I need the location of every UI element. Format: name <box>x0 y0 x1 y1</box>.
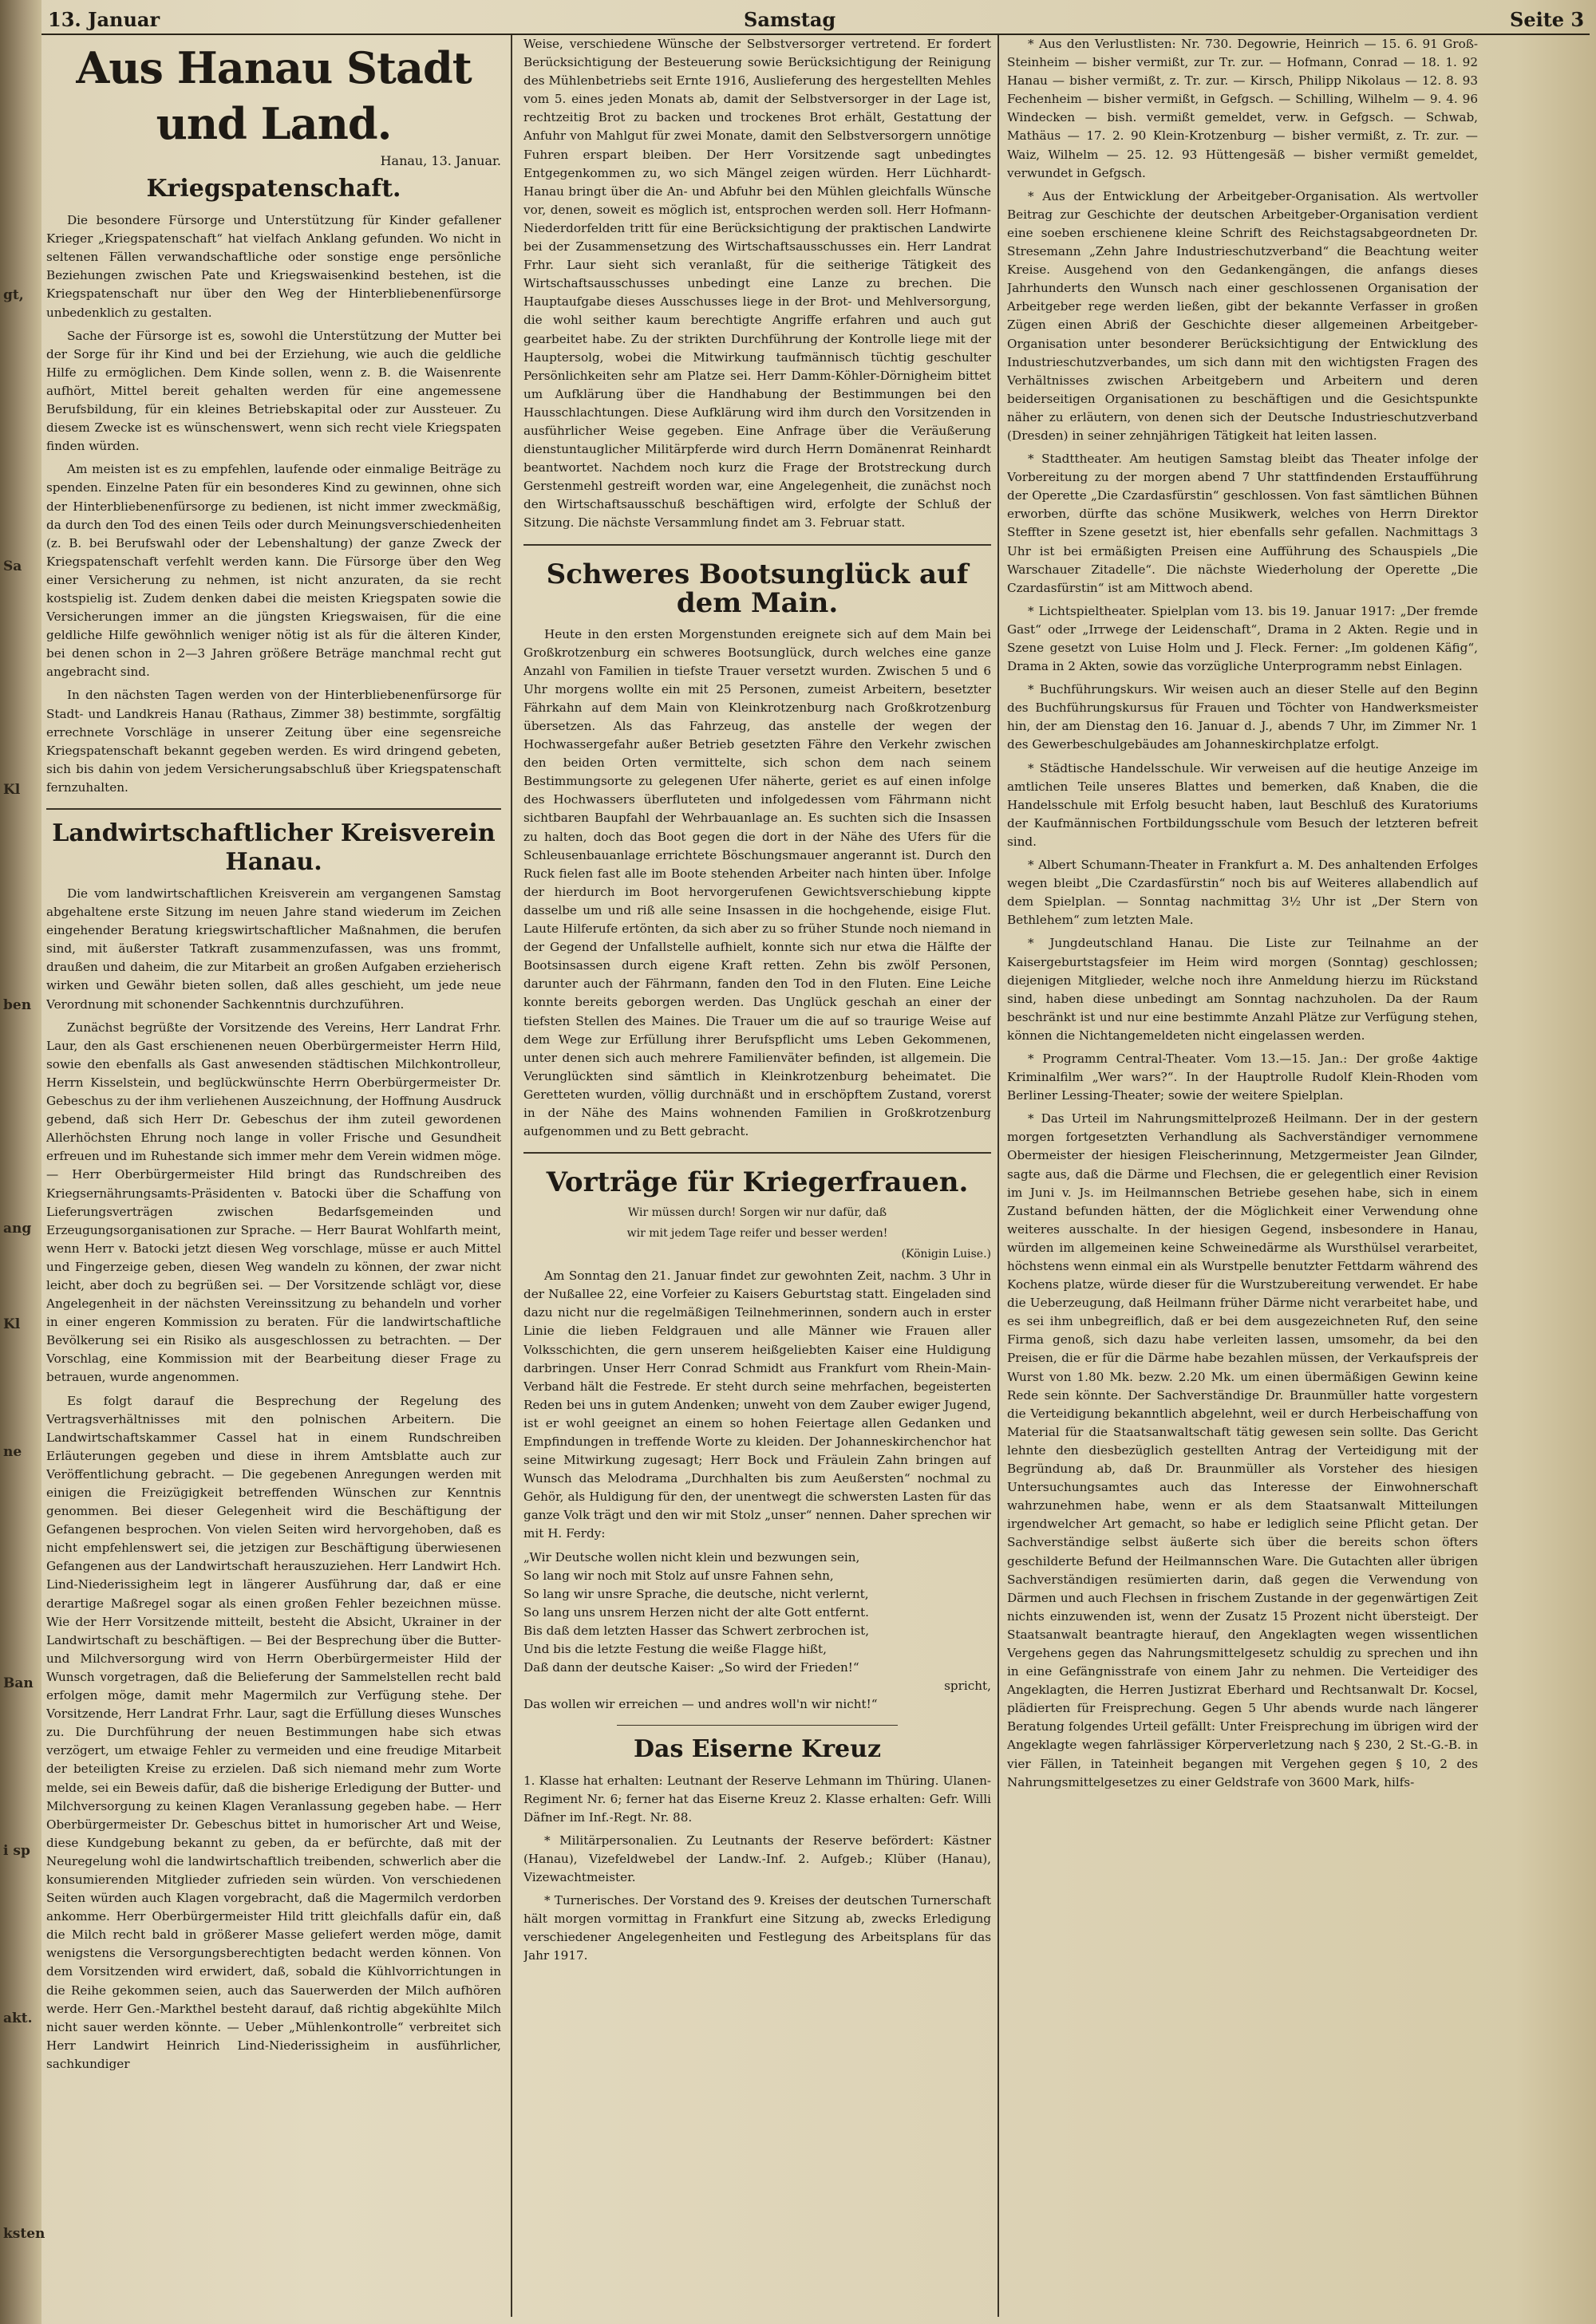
section-separator <box>523 544 991 546</box>
article-paragraph: Weise, verschiedene Wünsche der Selbstversorger vertretend. Er fordert Berücksichtigung der Besteuerung sowie Berücksichtigung der Reinigung des Mühlenbetriebs seit Ernte 1916, Auslieferung des hergestellten Mehles vom 5. eines jeden Monats ab, damit der Selbstversorger in der Lage ist, rechtzeitig Brot zu backen und trockenes Brot erhält, Gestattung der Anfuhr von Mahlgut für zwei Monate, damit den Selbstversorgern unnötige Fuhren erspart bleiben. Der Herr Vorsitzende sagt unbedingtes Entgegenkommen zu, wo sich Mängel zeigen würden. Herr Lüchhardt-Hanau bringt über die An- und Abfuhr bei den Mühlen gleichfalls Wünsche vor, denen, soweit es möglich ist, entsprochen werden soll. Herr Hofmann-Niederdorfelden tritt für eine Berücksichtigung der praktischen Landwirte bei der Zusammensetzung des Wirtschaftsausschusses ein. Herr Landrat Frhr. Laur sieht sich veranlaßt, für die seitherige Tätigkeit des Wirtschaftsausschusses unbedingt eine Lanze zu brechen. Die Hauptaufgabe dieses Ausschusses liege in der Brot- und Mehlversorgung, die wohl seither kaum berechtigte Angriffe erfahren und auch gut gearbeitet habe. Zu der strikten Durchführung der Kontrolle liege mit der Hauptersolg, wobei die Mitwirkung taufmännisch tüchtig geschulter Persönlichkeiten sehr am Platze sei. Herr Damm-Köhler-Dörnigheim bittet um Aufklärung über die Handhabung der Bestimmungen bei den Hausschlachtungen. Diese Aufklärung wird ihm durch den Vorsitzenden in ausführlicher Weise gegeben. Eine Anfrage über die Veräußerung dienstuntauglicher Militärpferde wird durch Herrn Domänenrat Reinhardt beantwortet. Nachdem noch kurz die Frage der Brotstreckung durch Gerstenmehl gestreift worden war, eine Angelegenheit, die zunächst noch den Wirtschaftsausschuß beschäftigen wird, erfolgte der Schluß der Sitzung. Die nächste Versammlung findet am 3. Februar statt. <box>523 37 991 531</box>
column-divider <box>511 35 512 2317</box>
binding-fragment: ben <box>3 997 32 1013</box>
page-header <box>41 5 1590 35</box>
motto-author: (Königin Luise.) <box>901 1248 991 1261</box>
poem-line: Bis daß dem letzten Hasser das Schwert zerbrochen ist, <box>523 1623 870 1638</box>
poem <box>523 1549 991 1714</box>
binding-fragment: Kl <box>3 782 21 798</box>
binding-fragment: Kl <box>3 1316 21 1332</box>
news-item-schumann-theater: * Albert Schumann-Theater in Frankfurt a. M. Des anhaltenden Erfolges wegen bleibt „Die Czardasfürstin“ noch bis auf Weiteres allabendlich auf dem Spielplan. — Sonntag nachmittag 3½ Uhr ist „Der Stern von Bethlehem“ zum letzten Male. <box>1007 858 1478 928</box>
poem-line: Daß dann der deutsche Kaiser: „So wird der Frieden!“ <box>523 1659 859 1675</box>
article-paragraph: Zunächst begrüßte der Vorsitzende des Vereins, Herr Landrat Frhr. Laur, den als Gast erschienenen neuen Oberbürgermeister Herrn Hild, sowie den ebenfalls als Gast anwesenden städtischen Milchkontrolleur, Herrn Kisselstein, und beglückwünschte Herrn Oberbürgermeister Dr. Gebeschus zu der ihm verliehenen Auszeichnung, der Hoffnung Ausdruck gebend, daß sich Herr Dr. Gebeschus der ihm zuteil gewordenen Allerhöchsten Ehrung noch lange in voller Frische und Gesundheit erfreuen und im Ruhestande sich immer mehr dem Verein widmen möge. — Herr Oberbürgermeister Hild bringt das Rundschreiben des Kriegsernährungsamts-Präsidenten v. Batocki über die Schaffung von Lieferungsverträgen zwischen Bedarfsgemeinden und Erzeugungsorganisationen zur Sprache. — Herr Baurat Wohlfarth meint, wenn Herr v. Batocki jetzt diesen Weg vorschlage, müsse er auch Mittel und Fingerzeige geben, diesen Weg wandeln zu können, der zwar nicht leicht, aber doch zu begrüßen sei. — Der Vorsitzende schlägt vor, diese Angelegenheit in der nächsten Vereinssitzung zu behandeln und vorher in einer engeren Kommission zu beraten. Für die landwirtschaftliche Bevölkerung sei ein Risiko als ausgeschlossen zu betrachten. — Der Vorschlag, eine Kommission mit der Bearbeitung dieser Frage zu betrauen, wurde angenommen. <box>46 1020 501 1385</box>
masthead-title: Aus Hanau Stadt und Land. <box>76 42 472 149</box>
binding-fragment: ksten <box>3 2226 45 2242</box>
article-title-kriegspatenschaft: Kriegspatenschaft. <box>146 175 401 203</box>
poem-line: Und bis die letzte Festung die weiße Flagge hißt, <box>523 1641 827 1656</box>
article-paragraph: 1. Klasse hat erhalten: Leutnant der Reserve Lehmann im Thüring. Ulanen-Regiment Nr. 6; ferner hat das Eiserne Kreuz 2. Klasse erhalten: Gefr. Willi Däfner im Inf.-Regt. Nr. 88. <box>523 1773 991 1825</box>
binding-edge <box>0 0 45 2324</box>
news-item-lichtspieltheater: * Lichtspieltheater. Spielplan vom 13. bis 19. Januar 1917: „Der fremde Gast“ oder „Irrwege der Leidenschaft“, Drama in 2 Akten. Regie und in Szene gesetzt von Luise Holm und J. Fleck. Ferner: „Im goldenen Käfig“, Drama in 2 Akten, sowie das vorzügliche Unterprogramm nebst Einlagen. <box>1007 603 1478 674</box>
article-title-bootsunglueck: Schweres Bootsunglück auf dem Main. <box>546 558 969 619</box>
binding-fragment: akt. <box>3 2010 33 2026</box>
news-item-urteil-heilmann: * Das Urteil im Nahrungsmittelprozeß Heilmann. Der in der gestern morgen fortgesetzten Verhandlung als Sachverständiger vernommene Obermeister der hiesigen Fleischerinnung, Metzgermeister Jean Gilnder, sagte aus, daß die Därme und Flechsen, die er gelegentlich einer Revision im Juni v. Js. im Heilmannschen Betriebe gesehen habe, sich in einem Zustand befunden hätten, der die Möglichkeit einer Verwendung ohne weiteres ausschalte. In der hiesigen Gegend, insbesondere in Hanau, würden im allgemeinen keine Schweinedärme als Wursthülsel verarbeitet, höchstens wenn einmal ein als Wurstpelle benutzter Fettdarm während des Kochens platze, würde dieser für die Wurstzubereitung verwendet. Er habe die Ueberzeugung, daß Heilmann früher Därme nicht verarbeitet habe, und es sei ihm unbegreiflich, daß er bei dem ausgezeichneten Ruf, den seine Firma genoß, sich dazu habe verleiten lassen, umsomehr, da bei den Preisen, die er für die Därme habe bezahlen müssen, der Verkaufspreis der Wurst von 1.80 Mk. bezw. 2.20 Mk. um einen übermäßigen Gewinn keine Rede sein könnte. Der Sachverständige Dr. Braunmüller hatte vorgestern die Verteidigung bekanntlich abgelehnt, weil er durch Herbeischaffung von Material für die Staatsanwaltschaft tätig gewesen sein sollte. Das Gericht lehnte den diesbezüglich gestellten Antrag der Verteidigung mit der Begründung ab, daß Dr. Braunmüller als Vorsteher des hiesigen Untersuchungsamtes auch das Interesse der Einwohnerschaft wahrzunehmen habe, wenn er als dem Staatsanwalt Mitteilungen irgendwelcher Art gemacht, so habe er lediglich seine Pflicht getan. Der Sachverständige selbst äußerte sich über die bereits schon öfters geschilderte Befund der Heilmannschen Ware. Die Gutachten aller übrigen Sachverständigen resümierten darin, daß gegen die Verwendung von Därmen und auch Flechsen in frischem Zustande in der gegenwärtigen Zeit nichts einzuwenden ist, wenn der Zusatz 15 Prozent nicht übersteigt. Der Staatsanwalt beantragte hierauf, den Angeklagten wegen wissentlichen Vergehens gegen das Nahrungsmittelgesetz schuldig zu sprechen und ihn in eine Gefängnisstrafe von einem Jahr zu nehmen. Die Verteidiger des Angeklagten, die Herren Justizrat Eberhard und Rechtsanwalt Dr. Kocsel, plädierten für Freisprechung. Gegen 5 Uhr abends wurde nach längerer Beratung folgendes Urteil gefällt: Unter Freisprechung im übrigen wird der Angeklagte wegen fahrlässiger Körperverletzung nach § 230, 2 St.-G.-B. in vier Fällen, in Tateinheit begangen mit Vergehen gegen § 10, 2 des Nahrungsmittelgesetzes zu einer Geldstrafe von 3600 Mark, hilfs- <box>1007 1111 1478 1789</box>
news-item-central-theater: * Programm Central-Theater. Vom 13.—15. Jan.: Der große 4aktige Kriminalfilm „Wer wars?“. In der Hauptrolle Rudolf Klein-Rhoden vom Berliner Lessing-Theater; sowie der weitere Spielplan. <box>1007 1051 1478 1103</box>
news-item-jungdeutschland: * Jungdeutschland Hanau. Die Liste zur Teilnahme an der Kaisergeburtstagsfeier im Heim wird morgen (Sonntag) geschlossen; diejenigen Mitglieder, welche noch ihre Anmeldung hierzu im Rückstand sind, haben diese unbedingt am Sonntag nachzuholen. Da der Raum beschränkt ist und nur eine bestimmte Anzahl Plätze zur Verfügung stehen, können die Nichtangemeldeten nicht eingelassen werden. <box>1007 936 1478 1043</box>
poem-line: So lang wir unsre Sprache, die deutsche, nicht verlernt, <box>523 1586 869 1601</box>
motto-line: wir mit jedem Tage reifer und besser werden! <box>626 1227 888 1241</box>
column-middle <box>523 35 991 2317</box>
motto-line: Wir müssen durch! Sorgen wir nur dafür, daß <box>627 1206 887 1220</box>
article-title-vortraege: Vorträge für Kriegerfrauen. <box>546 1166 969 1199</box>
binding-fragment: i sp <box>3 1843 30 1859</box>
binding-fragment: Sa <box>3 558 22 574</box>
article-paragraph: Heute in den ersten Morgenstunden ereignete sich auf dem Main bei Großkrotzenburg ein schweres Bootsunglück, durch welches eine ganze Anzahl von Familien in tiefste Trauer versetzt wurden. Zwischen 5 und 6 Uhr morgens wollte ein mit 25 Personen, zumeist Arbeitern, besetzter Fährkahn auf dem Main von Kleinkrotzenburg nach Großkrotzenburg übersetzen. Als das Fahrzeug, das anstelle der wegen der Hochwassergefahr außer Betrieb gesetzten Fähre den Verkehr zwischen den beiden Orten vermittelte, sich schon dem nach seinem Bestimmungsorte zu gelegenen Ufer näherte, geriet es auf einen infolge des Hochwassers überfluteten und infolgedessen vom Fährmann nicht sichtbaren Baupfahl der Wehrbauanlage an. Es suchten sich die Insassen zu halten, doch das Boot gegen die dort in der Nähe des Ufers für die Schleusenbauanlage errichtete Böschungsmauer angerannt ist. Durch den Ruck fielen fast alle im Boote stehenden Arbeiter nach hinten über. Infolge der hierdurch im Boot hervorgerufenen Gewichtsverschiebung kippte dasselbe um und riß alle seine Insassen in die hochgehende, eisige Flut. Laute Hilferufe ertönten, da sich aber zu so früher Stunde noch niemand in der Gegend der Unfallstelle aufhielt, konnte sich nur etwa die Hälfte der Bootsinsassen durch eigene Kraft retten. Zehn bis zwölf Personen, darunter auch der Fährmann, fanden den Tod in den Fluten. Eine Leiche konnte bereits geborgen werden. Das Unglück geschah an einer der tiefsten Stellen des Maines. Die Trauer um die auf so traurige Weise auf dem Wege zur Erfüllung ihrer Berufspflicht ums Leben Gekommenen, unter denen sich auch mehrere Familienväter befinden, ist allgemein. Die Verunglückten sind sämtlich in Kleinkrotzenburg beheimatet. Die Geretteten wurden, völlig durchnäßt und in erschöpftem Zustand, vorerst in der Nähe des Mains wohnenden Familien in Großkrotzenburg aufgenommen und zu Bett gebracht. <box>523 626 991 1139</box>
article-paragraph: Es folgt darauf die Besprechung der Regelung des Vertragsverhältnisses mit den polnischen Arbeitern. Die Landwirtschaftskammer Cassel hat in einem Rundschreiben Erläuterungen gegeben und diese in ihrem Amtsblatte auch zur Veröffentlichung gebracht. — Die gegebenen Anregungen werden mit einigen die Freizügigkeit betreffenden Wünschen zur Kenntnis genommen. Bei dieser Gelegenheit wird die Beschäftigung der Gefangenen besprochen. Von vielen Seiten wird hervorgehoben, daß es nicht empfehlenswert sei, die jetzigen zur Beschäftigung überwiesenen Gefangenen aus der Landwirtschaft herauszuziehen. Herr Landwirt Hch. Lind-Niederissigheim legt in längerer Ausführung dar, daß er eine derartige Maßregel sogar als einen großen Fehler bezeichnen müsse. Wie der Herr Vorsitzende mitteilt, besteht die Absicht, Ukrainer in der Landwirtschaft zu beschäftigen. — Bei der Besprechung über die Butter- und Milchversorgung wird von Herrn Oberbürgermeister Hild der Wunsch vorgetragen, daß die Belieferung der Sammelstellen recht bald erfolgen möge, damit mehr Magermilch zur Verfügung stehe. Der Vorsitzende, Herr Landrat Frhr. Laur, sagt die Erfüllung dieses Wunsches zu. Die Durchführung der neuen Bestimmungen habe sich etwas verzögert, um etwaige Fehler zu vermeiden und eine freudige Mitarbeit der beteiligten Kreise zu erzielen. Daß sich niemand mehr zum Worte melde, sei ein Beweis dafür, daß die bisherige Erledigung der Butter- und Milchversorgung zu keinen Klagen Veranlassung gegeben habe. — Herr Oberbürgermeister Dr. Gebeschus bittet in humorischer Art und Weise, diese Kundgebung bekannt zu geben, da er befürchte, daß mit der Neuregelung wohl die landwirtschaftlich treibenden, schwerlich aber die konsumierenden Mitglieder zufrieden sein würden. Von verschiedenen Seiten würden auch Klagen vorgebracht, daß die Magermilch verdorben ankomme. Herr Oberbürgermeister Hild tritt gleichfalls dafür ein, daß die Milch recht bald in größerer Masse geliefert werden möge, damit wenigstens die Versorgungsberechtigten bedacht werden können. Von dem Vorsitzenden wird erwidert, daß, sobald die Kühlvorrichtungen in die Reihe gekommen seien, auch das Sauerwerden der Milch aufhören werde. Herr Gen.-Markthel besteht darauf, daß richtig abgekühlte Milch nicht sauer werden könnte. — Ueber „Mühlenkontrolle“ verbreitet sich Herr Landwirt Heinrich Lind-Niederissigheim in ausführlicher, sachkundiger <box>46 1393 501 2071</box>
dateline: Hanau, 13. Januar. <box>380 153 501 168</box>
poem-line: „Wir Deutsche wollen nicht klein und bezwungen sein, <box>523 1549 860 1564</box>
news-item-stadttheater: * Stadttheater. Am heutigen Samstag bleibt das Theater infolge der Vorbereitung zu der morgen abend 7 Uhr stattfindenden Erstaufführung der Operette „Die Czardasfürstin“ geschlossen. Von fast sämtlichen Bühnen erworben, dürfte das schöne Musikwerk, welches von Herrn Direktor Steffter in Szene gesetzt ist, hier ebenfalls sehr gefallen. Nachmittags 3 Uhr ist bei ermäßigten Preisen eine Aufführung des Schauspiels „Die Warschauer Zitadelle“. Die nächste Wiederholung der Operette „Die Czardasfürstin“ ist am Mittwoch abend. <box>1007 452 1478 595</box>
header-date: 13. Januar <box>48 8 160 31</box>
section-separator <box>523 1152 991 1154</box>
column-right <box>1007 35 1478 2317</box>
binding-fragment: gt, <box>3 287 24 303</box>
article-paragraph: Am Sonntag den 21. Januar findet zur gewohnten Zeit, nachm. 3 Uhr in der Nußallee 22, eine Vorfeier zu Kaisers Geburtstag statt. Eingeladen sind dazu nicht nur die regelmäßigen Teilnehmerinnen, sondern auch in erster Linie die lieben Feldgrauen und alle Männer wie Frauen aller Volksschichten, die gern unserem heißgeliebten Kaiser eine Huldigung darbringen. Unser Herr Conrad Schmidt aus Frankfurt vom Rhein-Main-Verband hält die Festrede. Er steht durch seine mehrfachen, begeisterten Reden bei uns in gutem Andenken; unweht von dem Zauber ewiger Jugend, ist er wohl geeignet an einem so hohen Feiertage allen Gedanken und Empfindungen in treffende Worte zu kleiden. Der Johanneskirchenchor hat seine Mitwirkung zugesagt; Herr Bock und Fräulein Zahn bringen auf Wunsch das Melodrama „Durchhalten bis zum Aeußersten“ nochmal zu Gehör, als Huldigung für den, der unentwegt die schwersten Lasten für das ganze Volk trägt und den wir mit Stolz „unser“ nennen. Daher sprechen wir mit H. Ferdy: <box>523 1269 991 1541</box>
article-title-eisernes-kreuz: Das Eiserne Kreuz <box>634 1734 881 1763</box>
article-paragraph: Sache der Fürsorge ist es, sowohl die Unterstützung der Mutter bei der Sorge für ihr Kind und bei der Erziehung, wie auch die geldliche Hilfe zu ermöglichen. Dem Kinde sollen, wenn z. B. die Waisenrente aufhört, Mittel bereit gehalten werden für eine angemessene Berufsbildung, für ein kleines Betriebskapital oder zur Aussteuer. Zu diesem Zwecke ist es wünschenswert, wenn sich recht viele Kriegspaten finden würden. <box>46 328 501 454</box>
header-page-number: Seite 3 <box>1510 8 1585 31</box>
poem-line: Das wollen wir erreichen — und andres woll'n wir nicht!“ <box>523 1696 878 1711</box>
news-item-arbeitgeber: * Aus der Entwicklung der Arbeitgeber-Organisation. Als wertvoller Beitrag zur Geschichte der deutschen Arbeitgeber-Organisation verdient eine soeben erschienene kleine Schrift des Reichstagsabgeordneten Dr. Stresemann „Zehn Jahre Industrieschutzverband“ die Beachtung weiter Kreise. Ausgehend von den Gedankengängen, die anfangs dieses Jahrhunderts den Wunsch nach einer geschlossenen Organisation der Arbeitgeber rege werden ließen, gibt der bekannte Verfasser in großen Zügen einen Abriß der Geschichte dieser allgemeinen Arbeitgeber-Organisation unter besonderer Berücksichtigung der Entwicklung des Industrieschutzverbandes, um sich dann mit den wichtigsten Fragen des Verhältnisses zwischen Arbeitgebern und Arbeitern und deren beiderseitigen Organisationen zu beschäftigen und die Gesichtspunkte näher zu erläutern, von denen sich der Deutsche Industrieschutzverband (Dresden) in seiner zehnjährigen Tätigkeit hat leiten lassen. <box>1007 188 1478 443</box>
article-paragraph: * Militärpersonalien. Zu Leutnants der Reserve befördert: Kästner (Hanau), Vizefeldwebel der Landw.-Inf. 2. Aufgeb.; Klüber (Hanau), Vizewachtmeister. <box>523 1833 991 1885</box>
binding-fragment: Ban <box>3 1675 34 1691</box>
binding-fragment: ne <box>3 1444 22 1460</box>
news-item-buchfuehrungskurs: * Buchführungskurs. Wir weisen auch an dieser Stelle auf den Beginn des Buchführungskursus für Frauen und Töchter von Handwerksmeister hin, der am Dienstag den 16. Januar d. J., abends 7 Uhr, im Zimmer Nr. 1 des Gewerbeschulgebäudes am Johanneskirchplatze erfolgt. <box>1007 682 1478 752</box>
poem-line: So lang wir noch mit Stolz auf unsre Fahnen sehn, <box>523 1568 834 1583</box>
news-item-verlustlisten: * Aus den Verlustlisten: Nr. 730. Degowrie, Heinrich — 15. 6. 91 Groß-Steinheim — bisher vermißt, zur Tr. zur. — Hofmann, Conrad — 18. 1. 92 Hanau — bisher vermißt, z. Tr. zur. — Kirsch, Philipp Nikolaus — 12. 8. 93 Fechenheim — bisher vermißt, in Gefgsch. — Schilling, Wilhelm — 9. 4. 96 Windecken — bish. vermißt gemeldet, verw. in Gefgsch. — Schwab, Mathäus — 17. 2. 90 Klein-Krotzenburg — bisher vermißt, z. Tr. zur. — Waiz, Wilhelm — 25. 12. 93 Hüttengesäß — bisher vermißt gemeldet, verwundet in Gefgsch. <box>1007 37 1478 180</box>
poem-line: spricht, <box>944 1678 991 1693</box>
poem-line: So lang uns unsrem Herzen nicht der alte Gott entfernt. <box>523 1604 869 1620</box>
news-item-handelsschule: * Städtische Handelsschule. Wir verweisen auf die heutige Anzeige im amtlichen Teile unseres Blattes und bemerken, daß Knaben, die die Handelsschule mit Erfolg besucht haben, laut Beschluß des Kuratoriums der Kaufmännischen Fortbildungsschule vom Besuch der letzteren befreit sind. <box>1007 760 1478 849</box>
column-divider <box>998 35 999 2317</box>
header-weekday: Samstag <box>744 8 836 31</box>
binding-fragment: ang <box>3 1221 32 1237</box>
article-paragraph: Die besondere Fürsorge und Unterstützung für Kinder gefallener Krieger „Kriegspatenschaft“ hat vielfach Anklang gefunden. Wo nicht in seltenen Fällen verwandschaftliche oder sonstige enge persönliche Beziehungen zwischen Pate und Kriegswaisenkind bestehen, ist die Kriegspatenschaft nur über den Weg der Hinterbliebenenfürsorge unbedenklich zu gestalten. <box>46 213 501 320</box>
section-separator <box>617 1725 898 1726</box>
article-paragraph: Am meisten ist es zu empfehlen, laufende oder einmalige Beiträge zu spenden. Einzelne Paten für ein besonderes Kind zu gewinnen, ohne sich der Hinterbliebenenfürsorge zu bedienen, ist nicht immer zweckmäßig, da durch den Tod des einen Teils oder durch Meinungsverschiedenheiten (z. B. bei Berufswahl oder der Lebenshaltung) der ganze Zweck der Kriegspatenschaft verfehlt werden kann. Die Fürsorge über den Weg einer Versicherung zu nehmen, ist nicht anzuraten, da sie recht kostspielig ist. Zudem denken dabei die meisten Kriegspaten sowie die Versicherungen immer an die jüngsten Kriegswaisen, für die eine geldliche Hilfe gewöhnlich weniger nötig ist als für die älteren Kinder, bei denen schon in 2—3 Jahren größere Beträge manchmal recht gut angebracht sind. <box>46 462 501 680</box>
article-paragraph: * Turnerisches. Der Vorstand des 9. Kreises der deutschen Turnerschaft hält morgen vormittag in Frankfurt eine Sitzung ab, zwecks Erledigung verschiedener Angelegenheiten und Festlegung des Arbeitsplans für das Jahr 1917. <box>523 1893 991 1963</box>
article-paragraph: Die vom landwirtschaftlichen Kreisverein am vergangenen Samstag abgehaltene erste Sitzung im neuen Jahre stand wiederum im Zeichen eingehender Beratung kriegswirtschaftlicher Maßnahmen, die berufen sind, mit äußerster Tatkraft zusammenzufassen, was uns frommt, draußen und daheim, die zur Mitarbeit an großen Aufgaben erzieherisch wirken und Gewähr bieten sollen, daß alles geschieht, um jede neue Verordnung mit schonender Sachkenntnis durchzuführen. <box>46 886 501 1012</box>
article-title-kreisverein: Landwirtschaftlicher Kreisverein Hanau. <box>52 819 496 876</box>
article-paragraph: In den nächsten Tagen werden von der Hinterbliebenenfürsorge für Stadt- und Landkreis Hanau (Rathaus, Zimmer 38) bestimmte, sorgfältig errechnete Vorschläge in unserer Zeitung über eine segensreiche Kriegspatenschaft bekannt gegeben werden. Es wird dringend gebeten, sich bis dahin von jedem Versicherungsabschluß über Kriegspatenschaft fernzuhalten. <box>46 688 501 795</box>
column-left <box>46 35 501 2317</box>
section-separator <box>46 808 501 810</box>
